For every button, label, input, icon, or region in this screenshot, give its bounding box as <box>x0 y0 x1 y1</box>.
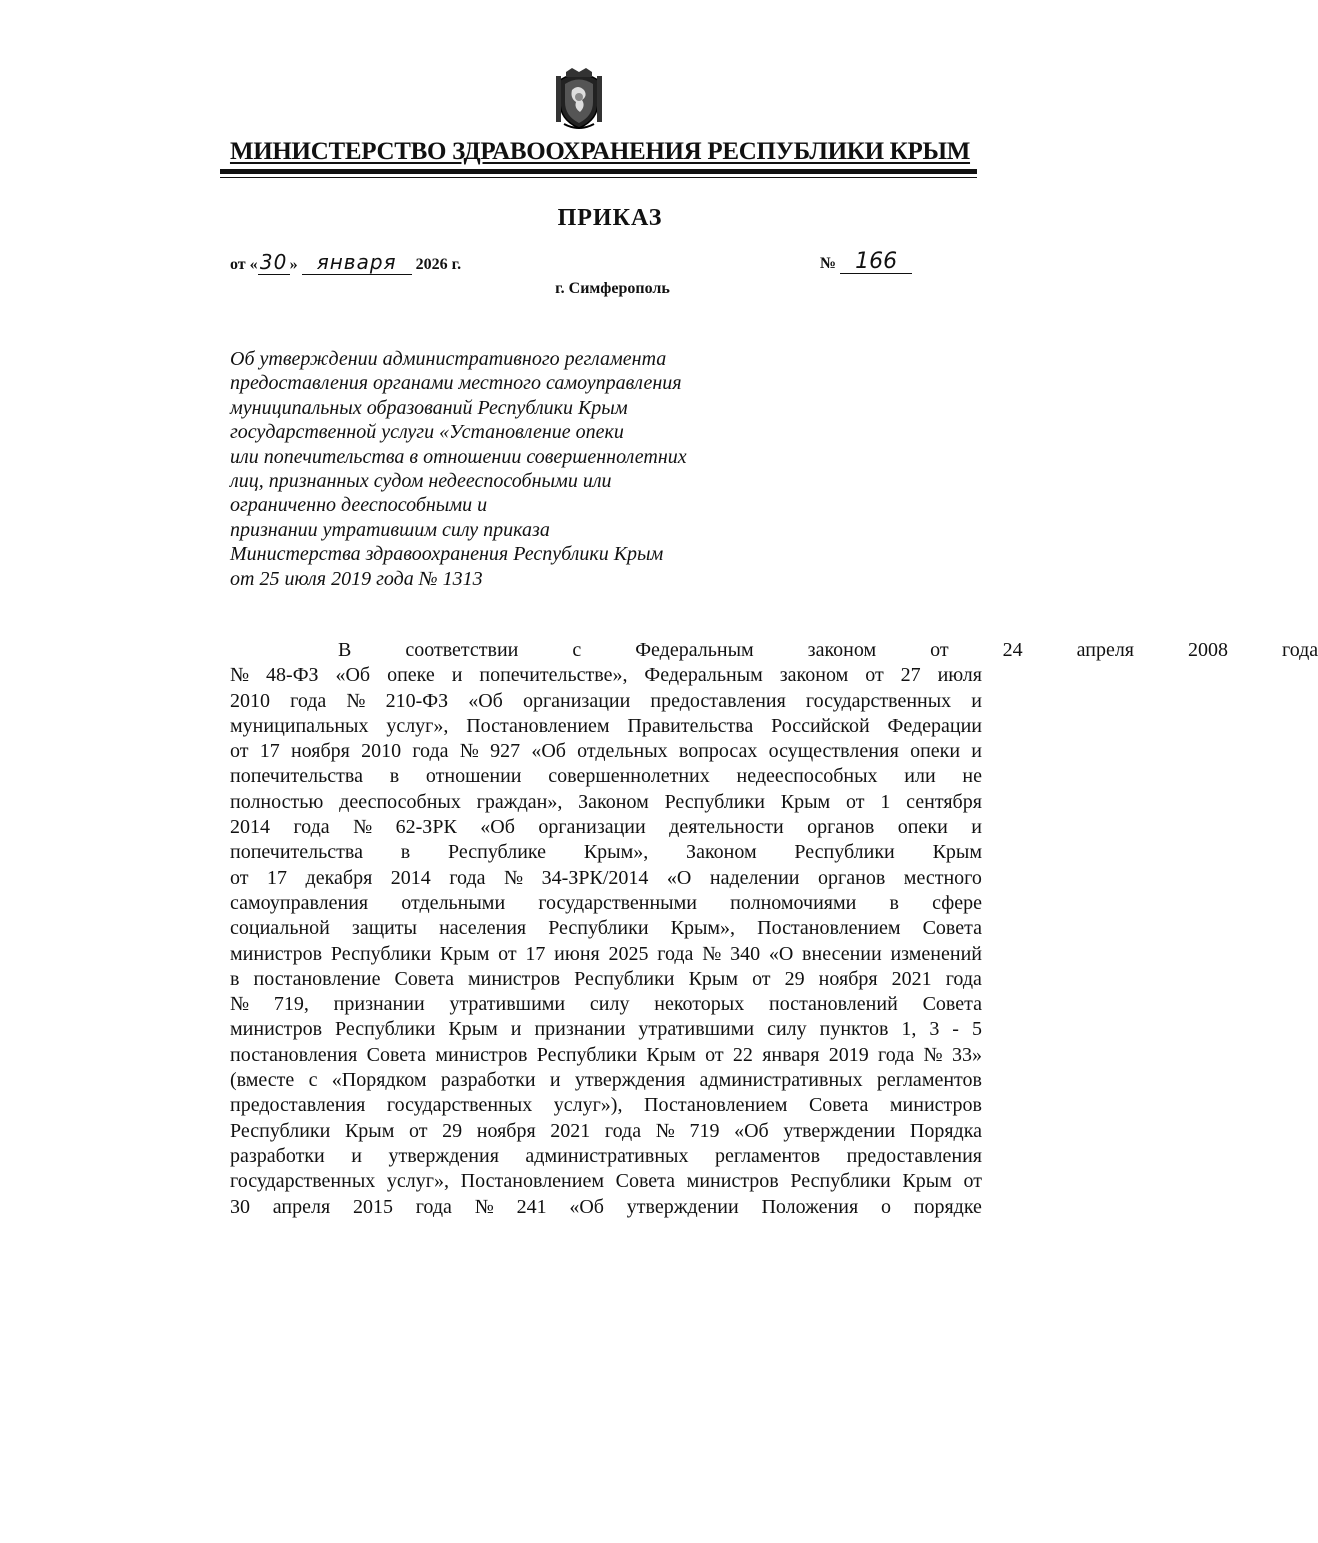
body-line <box>230 815 982 840</box>
body-line-words: в постановление Совета министров Республики Крым от 29 ноября 2021 года <box>230 967 982 990</box>
body-line-words: 2010 года № 210-ФЗ «Об организации предоставления государственных и <box>230 689 982 712</box>
subject-line: Об утверждении административного регламента <box>230 348 667 370</box>
body-line <box>230 790 982 815</box>
body-line-words: (вместе с «Порядком разработки и утверждения административных регламентов <box>230 1069 982 1092</box>
body-line <box>230 1043 982 1068</box>
body-line <box>230 1144 982 1169</box>
subject-line: или попечительства в отношении совершеннолетних <box>230 445 687 468</box>
date-month-field <box>302 250 412 275</box>
header-rule-thin <box>220 177 977 178</box>
document-title: ПРИКАЗ <box>557 205 663 231</box>
body-line <box>230 1169 982 1194</box>
date-year: 2026 г. <box>415 256 462 273</box>
order-date <box>230 250 462 275</box>
order-subject <box>230 347 750 591</box>
body-line-words: № 719, признании утратившими силу некоторых постановлений Совета <box>230 993 982 1016</box>
order-number <box>820 249 912 274</box>
body-line <box>230 992 982 1017</box>
body-line <box>230 1017 982 1042</box>
body-line-words: 2014 года № 62-ЗРК «Об организации деятельности органов опеки и <box>230 816 982 839</box>
number-label: № <box>820 255 837 272</box>
subject-line: признании утратившим силу приказа <box>230 518 550 541</box>
subject-line: ограниченно дееспособными и <box>230 494 488 517</box>
date-day-field <box>258 250 290 275</box>
body-line <box>230 689 982 714</box>
order-city: г. Симферополь <box>555 280 670 297</box>
body-line-words: министров Республики Крым и признании утратившими силу пунктов 1, 3 - 5 <box>230 1018 982 1041</box>
body-line-words: 30 апреля 2015 года № 241 «Об утверждении Положения о порядке <box>230 1195 982 1218</box>
body-line <box>230 739 982 764</box>
header-rule-thick <box>220 169 977 174</box>
body-line-words: самоуправления отдельными государственными полномочиями в сфере <box>230 891 982 914</box>
body-line <box>230 891 982 916</box>
body-line <box>230 916 982 941</box>
body-line-words: от 17 декабря 2014 года № 34-ЗРК/2014 «О наделении органов местного <box>230 866 982 889</box>
body-line-words: попечительства в отношении совершеннолетних недееспособных или не <box>230 765 982 788</box>
order-body <box>230 638 1318 1220</box>
body-line-words: разработки и утверждения административных регламентов предоставления <box>230 1144 982 1167</box>
body-line-words: постановления Совета министров Республики Крым от 22 января 2019 года № 33» <box>230 1043 982 1066</box>
subject-line: муниципальных образований Республики Крым <box>230 396 628 419</box>
body-line <box>230 866 982 891</box>
body-line <box>230 638 1318 663</box>
body-line <box>230 1195 982 1220</box>
body-line <box>230 764 982 789</box>
body-line <box>230 714 982 739</box>
date-month: января <box>316 250 397 274</box>
subject-line: предоставления органами местного самоуправления <box>230 372 682 395</box>
body-line <box>230 1068 982 1093</box>
subject-line: Министерства здравоохранения Республики Крым <box>230 543 664 566</box>
body-line <box>230 840 982 865</box>
ministry-name: МИНИСТЕРСТВО ЗДРАВООХРАНЕНИЯ РЕСПУБЛИКИ КРЫМ <box>229 138 971 165</box>
body-line <box>230 1093 982 1118</box>
body-line-words: министров Республики Крым от 17 июня 2025 года № 340 «О внесении изменений <box>230 942 982 965</box>
body-line <box>230 967 982 992</box>
body-line-words: Республики Крым от 29 ноября 2021 года № 719 «Об утверждении Порядка <box>230 1119 982 1142</box>
body-line-words: государственных услуг», Постановлением Совета министров Республики Крым от <box>230 1170 982 1193</box>
body-line <box>230 1119 982 1144</box>
date-day: 30 <box>259 250 288 274</box>
body-line-words: В соответствии с Федеральным законом от 24 апреля 2008 года <box>338 639 1318 661</box>
body-line-words: муниципальных услуг», Постановлением Правительства Российской Федерации <box>230 714 982 737</box>
body-line-words: попечительства в Республике Крым», Законом Республики Крым <box>230 841 982 864</box>
number-value: 166 <box>855 249 898 274</box>
body-line-words: от 17 ноября 2010 года № 927 «Об отдельных вопросах осуществления опеки и <box>230 740 982 763</box>
body-line-words: предоставления государственных услуг»), Постановлением Совета министров <box>230 1094 982 1117</box>
subject-line: лиц, признанных судом недееспособными или <box>230 470 612 493</box>
subject-line: государственной услуги «Установление опеки <box>230 421 624 444</box>
date-prefix: от « <box>230 256 258 273</box>
subject-line: от 25 июля 2019 года № 1313 <box>230 567 483 590</box>
body-line-words: № 48-ФЗ «Об опеке и попечительстве», Федеральным законом от 27 июля <box>230 664 982 687</box>
number-field <box>840 249 912 274</box>
coat-of-arms-icon <box>552 66 606 132</box>
body-line <box>230 942 982 967</box>
body-line-words: полностью дееспособных граждан», Законом Республики Крым от 1 сентября <box>230 790 982 813</box>
body-line <box>230 663 982 688</box>
date-mid: » <box>289 256 298 273</box>
body-line-words: социальной защиты населения Республики Крым», Постановлением Совета <box>230 917 982 940</box>
